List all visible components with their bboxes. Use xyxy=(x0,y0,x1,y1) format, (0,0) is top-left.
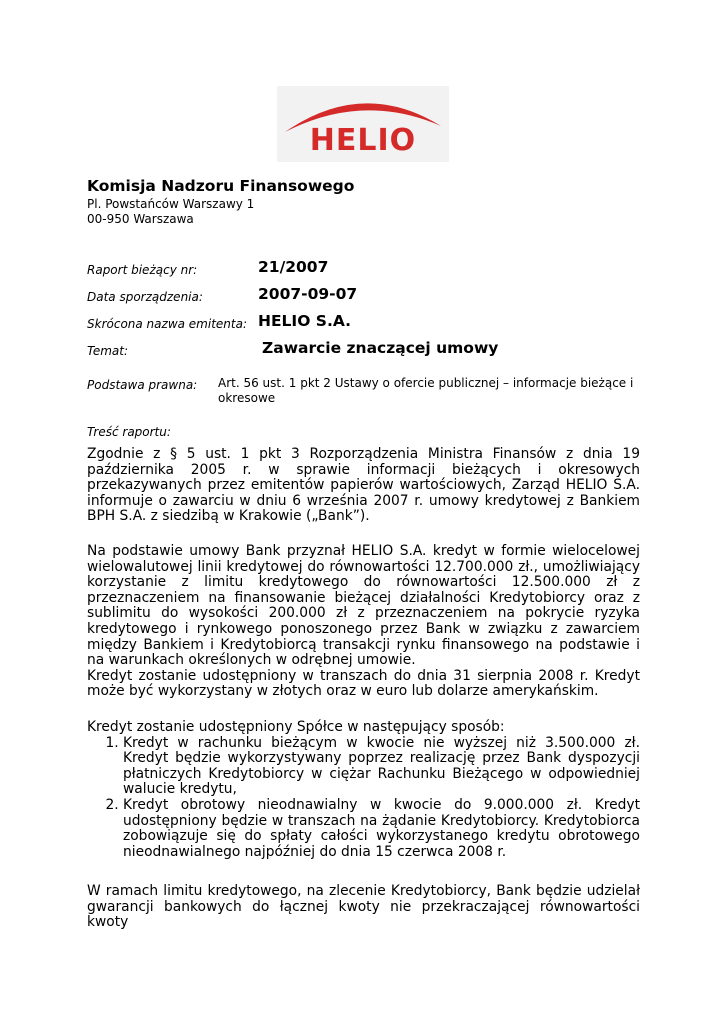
issuer-value: HELIO S.A. xyxy=(258,312,351,330)
helio-logo-graphic xyxy=(277,86,449,162)
recipient-street: Pl. Powstańców Warszawy 1 xyxy=(87,197,255,211)
paragraph-4 xyxy=(87,720,640,860)
report-date-label: Data sporządzenia: xyxy=(87,290,203,304)
report-number-value: 21/2007 xyxy=(258,258,329,276)
legal-basis-label: Podstawa prawna: xyxy=(87,378,198,392)
paragraph-5-text: W ramach limitu kredytowego, na zlecenie Kredytobiorcy, Bank będzie udzielał gwarancji bankowych do łącznej kwoty nie przekraczającej równowartości kwoty xyxy=(87,883,640,931)
list-item: 2. Kredyt obrotowy nieodnawialny w kwocie do 9.000.000 zł. Kredyt udostępniony będzie w transzach na żądanie Kredytobiorcy. Kredytobiorca zobowiązuje się do spłaty całości wykorzystanego kredytu obrotowego nieodnawialnego najpóźniej do dnia 15 czerwca 2008 r. xyxy=(123,798,640,860)
paragraph-2-text: Na podstawie umowy Bank przyznał HELIO S.A. kredyt w formie wielocelowej wielowalutowej linii kredytowej do równowartości 12.700.000 zł., umożliwiający korzystanie z limitu kredytowego do równowartości 12.500.000 zł z przeznaczeniem na finansowanie bieżącej działalności Kredytobiorcy oraz z sublimitu do wysokości 200.000 zł z przeznaczeniem na pokrycie ryzyka kredytowego i rynkowego ponoszonego przez Bank w związku z zawarciem między Bankiem i Kredytobiorcą transakcji rynku finansowego na podstawie i na warunkach określonych w odrębnej umowie. xyxy=(87,543,640,669)
paragraph-1 xyxy=(87,447,640,525)
report-date-value: 2007-09-07 xyxy=(258,285,358,303)
paragraph-5 xyxy=(87,884,640,931)
list-item: 1. Kredyt w rachunku bieżącym w kwocie nie wyższej niż 3.500.000 zł. Kredyt będzie wykorzystywany poprzez realizację przez Bank dyspozycji płatniczych Kredytobiorcy w ciężar Rachunku Bieżącego w odpowiedniej walucie kredytu, xyxy=(123,736,640,798)
report-content-label: Treść raportu: xyxy=(87,425,171,439)
logo-text: HELIO xyxy=(309,123,417,158)
paragraph-2 xyxy=(87,544,640,700)
issuer-label: Skrócona nazwa emitenta: xyxy=(87,317,247,331)
report-number-label: Raport bieżący nr: xyxy=(87,263,198,277)
recipient-name: Komisja Nadzoru Finansowego xyxy=(87,177,355,195)
helio-logo xyxy=(277,86,449,162)
paragraph-4-text: Kredyt zostanie udostępniony Spółce w następujący sposób: xyxy=(87,719,505,735)
topic-label: Temat: xyxy=(87,344,129,358)
legal-basis-value: Art. 56 ust. 1 pkt 2 Ustawy o ofercie publicznej – informacje bieżące i okresowe xyxy=(218,376,634,405)
paragraph-3-text: Kredyt zostanie udostępniony w transzach do dnia 31 sierpnia 2008 r. Kredyt może być wykorzystany w złotych oraz w euro lub dolarze amerykańskim. xyxy=(87,667,640,700)
credit-ways-list xyxy=(87,736,640,861)
topic-value: Zawarcie znaczącej umowy xyxy=(262,339,499,357)
recipient-city: 00-950 Warszawa xyxy=(87,212,194,226)
paragraph-1-text: Zgodnie z § 5 ust. 1 pkt 3 Rozporządzenia Ministra Finansów z dnia 19 października 2005 r. w sprawie informacji bieżących i okresowych przekazywanych przez emitentów papierów wartościowych, Zarząd HELIO S.A. informuje o zawarciu w dniu 6 września 2007 r. umowy kredytowej z Bankiem BPH S.A. z siedzibą w Krakowie („Bank”). xyxy=(87,446,640,525)
